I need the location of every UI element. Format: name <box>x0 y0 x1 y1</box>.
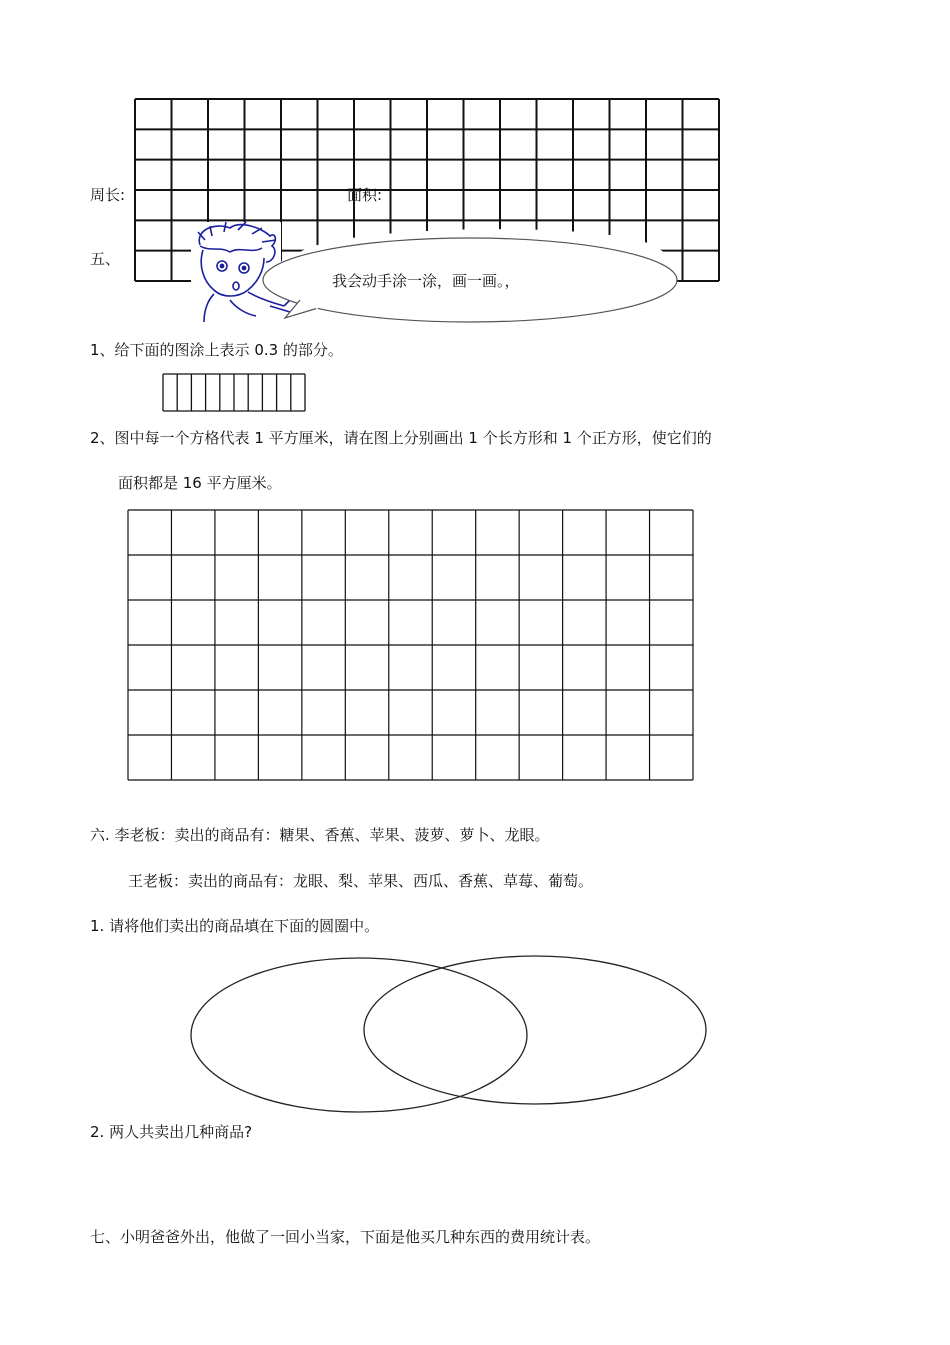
question-5-2-line2: 面积都是 16 平方厘米。 <box>118 474 282 492</box>
perimeter-label: 周长: <box>90 186 126 204</box>
area-label: 面积: <box>347 186 383 204</box>
question-5-1: 1、给下面的图涂上表示 0.3 的部分。 <box>90 341 343 359</box>
question-6-2: 2. 两人共卖出几种商品? <box>90 1123 253 1141</box>
venn-circle-left <box>191 958 527 1112</box>
section-six-line2: 王老板：卖出的商品有：龙眼、梨、苹果、西瓜、香蕉、草莓、葡萄。 <box>128 872 594 890</box>
section-six-line1: 六. 李老板：卖出的商品有：糖果、香蕉、苹果、菠萝、萝卜、龙眼。 <box>90 826 550 844</box>
question-6-1: 1. 请将他们卖出的商品填在下面的圆圈中。 <box>90 917 380 935</box>
venn-circle-right <box>364 956 706 1104</box>
question-5-2-line1: 2、图中每一个方格代表 1 平方厘米，请在图上分别画出 1 个长方形和 1 个正方形，使它们的 <box>90 429 712 447</box>
section-seven-line1: 七、小明爸爸外出，他做了一回小当家，下面是他买几种东西的费用统计表。 <box>90 1228 601 1246</box>
speech-bubble-text: 我会动手涂一涂，画一画。， <box>332 272 520 290</box>
section-five-number: 五、 <box>90 250 121 268</box>
